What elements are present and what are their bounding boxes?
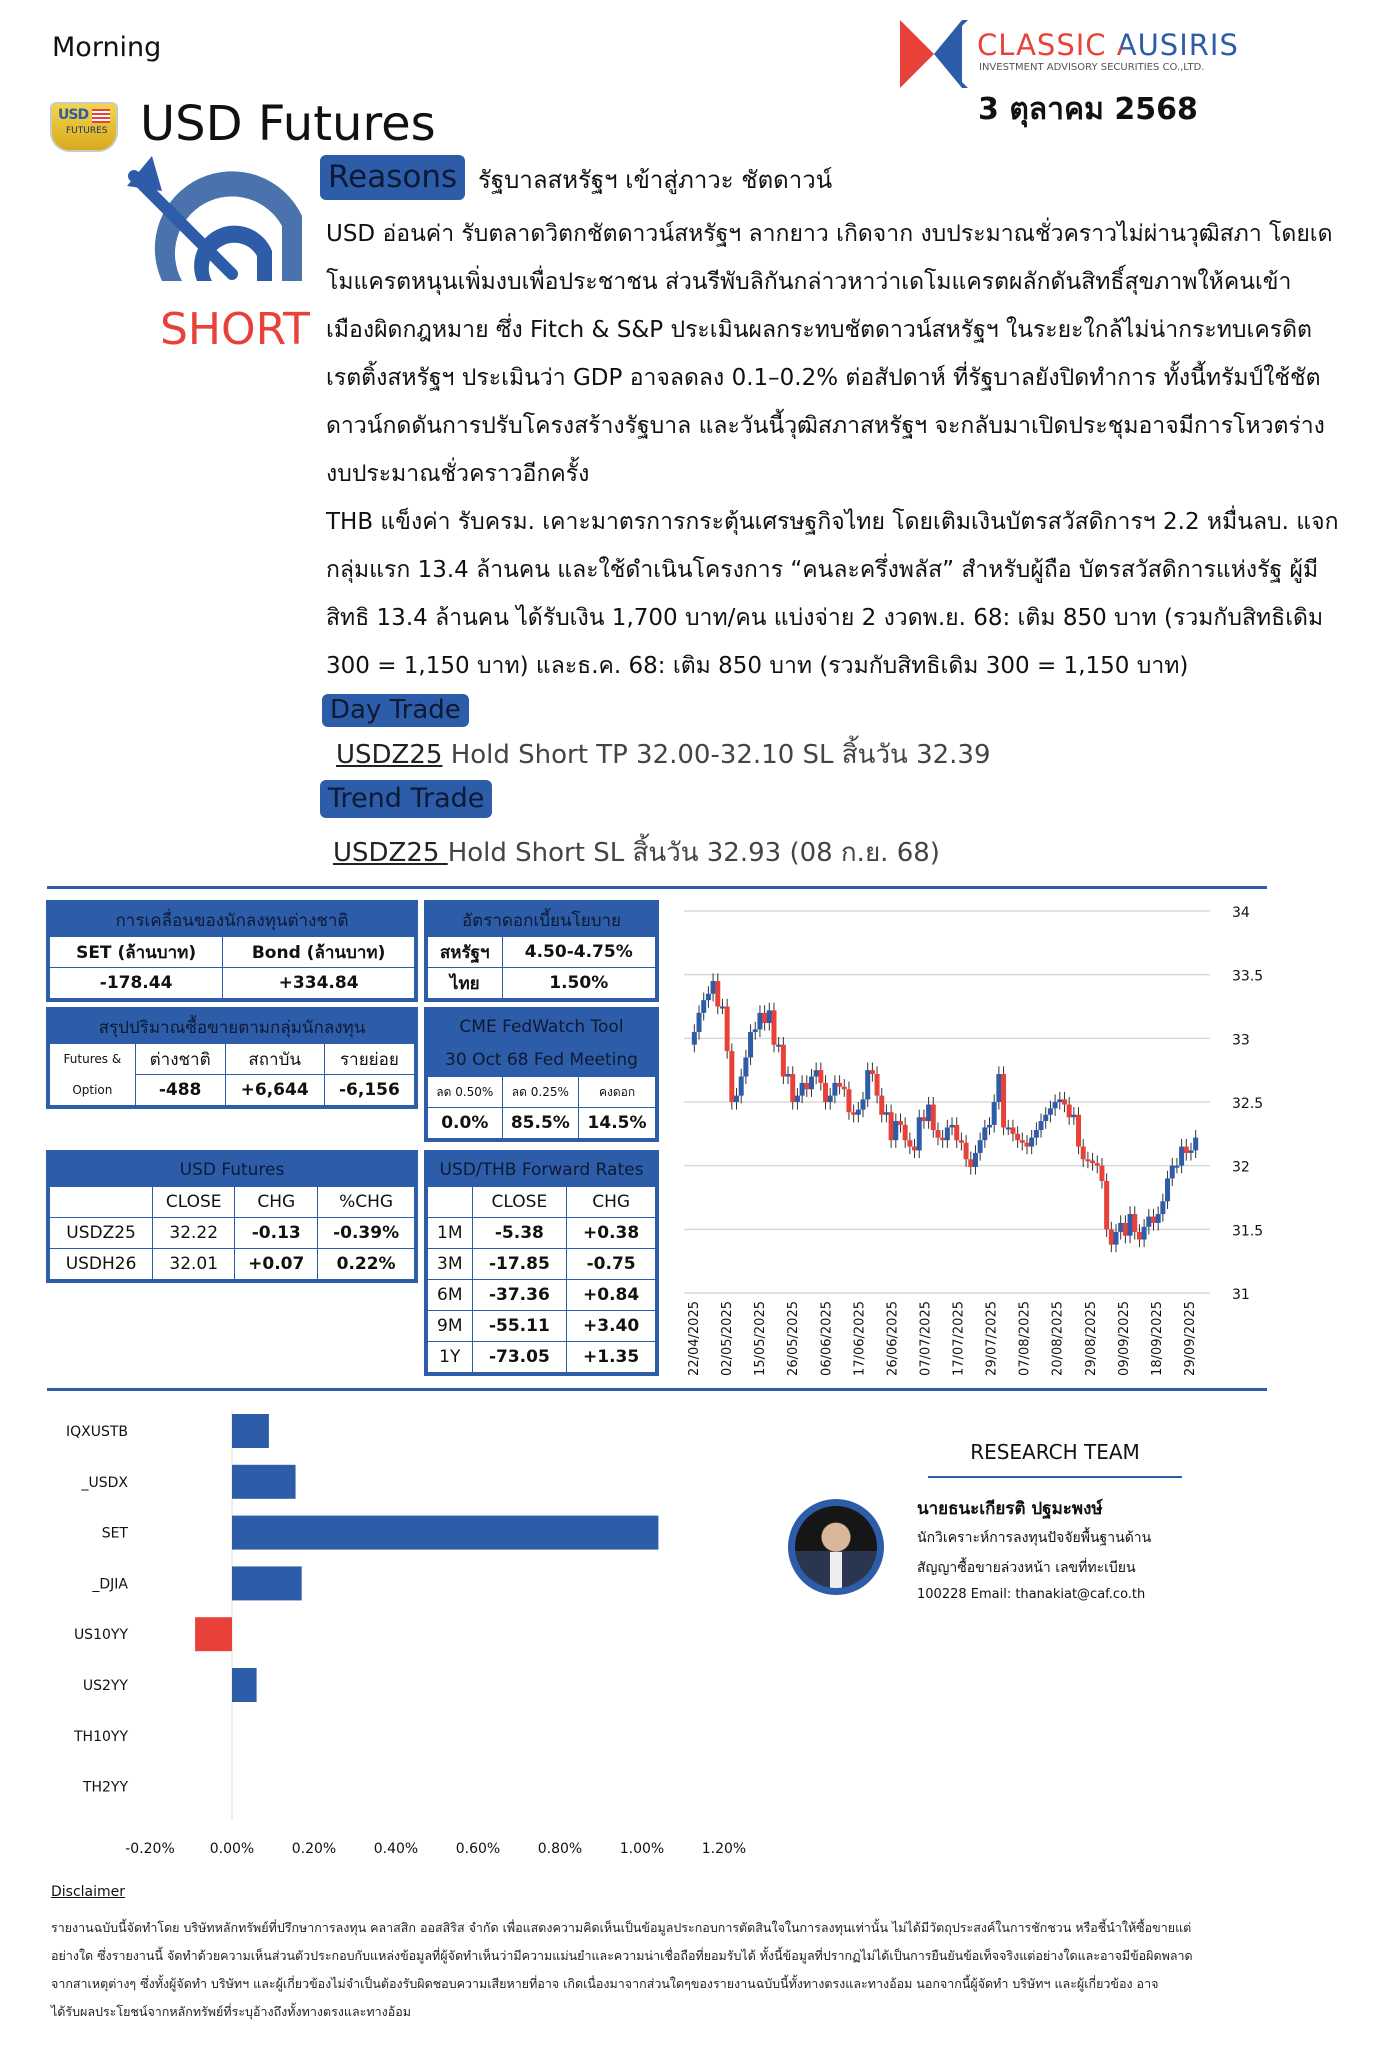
category-label: TH10YY	[74, 1728, 128, 1745]
candle-body	[893, 1121, 898, 1140]
y-tick-label: 32	[1232, 1159, 1250, 1176]
x-tick-label: 1.20%	[701, 1841, 747, 1857]
fedwatch-header: ลด 0.50%	[426, 1077, 502, 1108]
candle-body	[837, 1083, 842, 1087]
trend-trade-symbol: USDZ25	[333, 838, 448, 868]
col-header: CLOSE	[472, 1187, 567, 1218]
thb-analysis-line: THB แข็งค่า รับครม. เคาะมาตรการกระตุ้นเศรษฐกิจไทย โดยเติมเงินบัตรสวัสดิการฯ 2.2 หมื่นลบ. แจก	[326, 509, 1339, 535]
policy-country: ไทย	[426, 968, 502, 1001]
close: -55.11	[472, 1311, 567, 1342]
candle-body	[1081, 1147, 1086, 1160]
candle-body	[1151, 1217, 1156, 1223]
col-header: รายย่อย	[324, 1044, 416, 1075]
usd-analysis-line: USD อ่อนค่า รับตลาดวิตกชัตดาวน์สหรัฐฯ ลากยาว เกิดจาก งบประมาณชั่วคราวไม่ผ่านวุฒิสภา โดยเด	[326, 221, 1333, 247]
candle-body	[832, 1083, 837, 1096]
candle-body	[1043, 1115, 1048, 1121]
x-tick-label: 15/05/2025	[753, 1301, 769, 1376]
report-date: 3 ตุลาคม 2568	[978, 92, 1198, 127]
candle-body	[706, 994, 711, 1000]
x-tick-label: 18/09/2025	[1149, 1301, 1165, 1376]
retail-value: -6,156	[324, 1075, 416, 1108]
trend-trade-badge: Trend Trade	[320, 780, 492, 818]
analyst-contact: 100228 Email: thanakiat@caf.co.th	[917, 1587, 1146, 1602]
candle-body	[1142, 1227, 1147, 1240]
investor-summary-table	[46, 1007, 418, 1109]
tenor: 9M	[426, 1311, 472, 1342]
candle-body	[701, 1000, 706, 1013]
x-tick-label: 22/04/2025	[687, 1301, 702, 1376]
x-tick-label: 1.00%	[619, 1841, 665, 1857]
company-name-text: CLASSIC AUSIRIS	[977, 28, 1239, 62]
thb-analysis-line: กลุ่มแรก 13.4 ล้านคน และใช้ดำเนินโครงการ “คนละครึ่งพลัส” สำหรับผู้ถือ บัตรสวัสดิการแห่งรัฐ ผู้มี	[326, 557, 1319, 583]
chg: +0.38	[567, 1218, 657, 1249]
candle-body	[776, 1045, 781, 1047]
tenor: 6M	[426, 1280, 472, 1311]
disclaimer-line: รายงานฉบับนี้จัดทำโดย บริษัทหลักทรัพย์ที่ปรึกษาการลงทุน คลาสสิก ออสสิริส จำกัด เพื่อแสดงความคิดเห็นเป็นข้อมูลประกอบการตัดสินใจในการลงทุนเท่านั้น ไม่ได้มีวัตถุประสงค์ในการชักชวน หรือชี้นำให้ซื้อขายแต่	[51, 1920, 1192, 1935]
candle-body	[767, 1010, 772, 1023]
candle-body	[711, 981, 716, 994]
col-header: %CHG	[318, 1187, 416, 1218]
candle-body	[973, 1153, 978, 1167]
x-tick-label: 07/07/2025	[918, 1301, 934, 1376]
usd-analysis-line: ดาวน์กดดันการปรับโครงสร้างรัฐบาล และวันนี้วุฒิสภาสหรัฐฯ จะกลับมาเปิดประชุมอาจมีการโหวตร่าง	[326, 413, 1325, 439]
category-label: _DJIA	[92, 1576, 128, 1593]
candle-body	[992, 1102, 997, 1125]
investor-summary-title: สรุปปริมาณซื้อขายตามกลุ่มนักลงทุน	[48, 1009, 416, 1044]
candle-body	[996, 1074, 1001, 1102]
candle-body	[851, 1112, 856, 1115]
candle-body	[889, 1112, 894, 1140]
candle-body	[907, 1140, 912, 1146]
category-label: SET	[101, 1525, 128, 1542]
company-name	[977, 28, 1239, 62]
candle-body	[982, 1127, 987, 1140]
x-tick-label: -0.20%	[125, 1841, 175, 1857]
close: -17.85	[472, 1249, 567, 1280]
x-tick-label: 29/09/2025	[1183, 1301, 1198, 1376]
candle-body	[987, 1125, 992, 1128]
bond-header: Bond (ล้านบาท)	[223, 937, 416, 968]
day-trade-text: Hold Short TP 32.00-32.10 SL สิ้นวัน 32.39	[442, 740, 991, 770]
col-header: CLOSE	[153, 1187, 235, 1218]
disclaimer-line: อย่างใด ซึ่งรายงานนี้ จัดทำด้วยความเห็นส่วนตัวประกอบกับแหล่งข้อมูลที่ผู้จัดทำเห็นว่ามีความแม่นยำและความน่าเชื่อถือที่ยอมรับได้ ทั้งนี้ข้อมูลที่ปรากฏไม่ได้เป็นการยืนยันข้อเท็จจริงแต่อย่างใดและอาจมีข้อผิดพลาด	[51, 1948, 1193, 1963]
x-tick-label: 29/07/2025	[984, 1301, 1000, 1376]
candle-body	[1170, 1166, 1175, 1179]
candle-body	[771, 1010, 776, 1044]
table-row	[426, 1342, 657, 1375]
close: -73.05	[472, 1342, 567, 1375]
candle-body	[898, 1121, 903, 1125]
chg: +0.07	[235, 1249, 318, 1282]
candle-body	[879, 1096, 884, 1115]
candle-body	[781, 1045, 786, 1077]
reasons-badge: Reasons	[320, 155, 465, 200]
candle-body	[828, 1096, 833, 1102]
bond-value: +334.84	[223, 968, 416, 1001]
y-tick-label: 33	[1232, 1032, 1250, 1049]
candle-body	[1076, 1115, 1081, 1147]
candle-body	[800, 1083, 805, 1096]
candle-body	[1165, 1178, 1170, 1201]
x-tick-label: 09/09/2025	[1116, 1301, 1132, 1376]
day-trade-symbol: USDZ25	[336, 740, 443, 770]
candle-body	[875, 1074, 880, 1096]
tenor: 1M	[426, 1218, 472, 1249]
close: 32.01	[153, 1249, 235, 1282]
candle-body	[950, 1125, 955, 1128]
thb-analysis	[326, 498, 1339, 690]
analyst-role: สัญญาซื้อขายล่วงหน้า เลขที่ทะเบียน	[917, 1560, 1136, 1576]
candle-body	[1020, 1140, 1025, 1143]
fedwatch-header: คงดอก	[579, 1077, 657, 1108]
trend-trade-text: Hold Short SL สิ้นวัน 32.93 (08 ก.ย. 68)	[447, 838, 940, 868]
candle-body	[1095, 1163, 1100, 1166]
tenor: 1Y	[426, 1342, 472, 1375]
day-trade-badge: Day Trade	[322, 694, 469, 727]
disclaimer-line: ได้รับผลประโยชน์จากหลักทรัพย์ที่ระบุอ้างถึงทั้งทางตรงและทางอ้อม	[51, 2004, 411, 2019]
analyst-name: นายธนะเกียรติ ปฐมะพงษ์	[917, 1499, 1103, 1519]
usd-futures-table	[46, 1150, 418, 1283]
y-tick-label: 33.5	[1232, 968, 1264, 985]
candle-body	[921, 1117, 926, 1121]
candle-body	[725, 1007, 730, 1052]
analyst-avatar	[788, 1499, 884, 1595]
y-tick-label: 32.5	[1232, 1096, 1264, 1112]
x-tick-label: 02/05/2025	[720, 1301, 736, 1376]
candle-body	[818, 1070, 823, 1083]
candle-body	[1034, 1130, 1039, 1138]
disclaimer-title: Disclaimer	[51, 1884, 126, 1900]
foreign-flow-title: การเคลื่อนของนักลงทุนต่างชาติ	[48, 902, 416, 937]
candle-body	[1001, 1074, 1006, 1127]
candle-body	[954, 1125, 959, 1140]
analyst-role: นักวิเคราะห์การลงทุนปัจจัยพื้นฐานด้าน	[917, 1530, 1152, 1546]
x-tick-label: 0.60%	[455, 1841, 501, 1857]
category-label: US10YY	[73, 1627, 128, 1644]
candle-body	[1104, 1181, 1109, 1229]
candle-body	[1132, 1214, 1137, 1232]
col-header: CHG	[567, 1187, 657, 1218]
category-label: TH2YY	[82, 1779, 128, 1796]
candle-body	[1128, 1214, 1133, 1236]
chg: +1.35	[567, 1342, 657, 1375]
candle-body	[804, 1083, 809, 1089]
policy-rate-title: อัตราดอกเบี้ยนโยบาย	[426, 902, 657, 937]
foreign-flow-table	[46, 900, 418, 1002]
x-tick-label: 26/05/2025	[786, 1301, 802, 1376]
policy-rate-value: 4.50-4.75%	[502, 937, 657, 968]
candle-body	[1057, 1099, 1062, 1102]
candle-body	[1118, 1223, 1123, 1232]
candle-body	[978, 1140, 983, 1153]
fedwatch-title: CME FedWatch Tool	[426, 1009, 657, 1044]
bar	[232, 1668, 257, 1702]
y-tick-label: 31	[1232, 1287, 1250, 1303]
candle-body	[720, 1007, 725, 1009]
col-header: ต่างชาติ	[135, 1044, 225, 1075]
divider	[47, 886, 1267, 889]
chg: +3.40	[567, 1311, 657, 1342]
forward-rates-title: USD/THB Forward Rates	[426, 1152, 657, 1187]
divider	[47, 1388, 1267, 1391]
category-label: US2YY	[82, 1678, 128, 1694]
candle-body	[1015, 1134, 1020, 1140]
bar	[232, 1566, 302, 1600]
candle-body	[1174, 1166, 1179, 1168]
candle-body	[1085, 1159, 1090, 1161]
fedwatch-value: 85.5%	[502, 1108, 579, 1141]
x-tick-label: 07/08/2025	[1017, 1301, 1033, 1376]
table-row	[426, 1280, 657, 1311]
foreign-value: -488	[135, 1075, 225, 1108]
candle-body	[1029, 1138, 1034, 1147]
forward-rates-table	[424, 1150, 659, 1376]
candle-body	[940, 1138, 945, 1141]
candle-body	[809, 1077, 814, 1090]
candle-body	[865, 1070, 870, 1099]
tenor: 3M	[426, 1249, 472, 1280]
candle-body	[823, 1083, 828, 1102]
candle-body	[856, 1110, 861, 1115]
chg: -0.13	[235, 1218, 318, 1249]
thb-analysis-line: 300 = 1,150 บาท) และธ.ค. 68: เติม 850 บาท (รวมกับสิทธิเดิม 300 = 1,150 บาท)	[326, 653, 1189, 679]
edition-label: Morning	[52, 32, 162, 63]
set-value: -178.44	[48, 968, 223, 1001]
fedwatch-header: ลด 0.25%	[502, 1077, 579, 1108]
x-tick-label: 0.80%	[537, 1841, 583, 1857]
candle-body	[884, 1112, 889, 1115]
candle-body	[1109, 1229, 1114, 1244]
candle-body	[753, 1029, 758, 1032]
col-header: CHG	[235, 1187, 318, 1218]
contract: USDZ25	[48, 1218, 153, 1249]
policy-rate-table	[424, 900, 659, 1002]
y-tick-label: 31.5	[1232, 1223, 1264, 1240]
fedwatch-value: 0.0%	[426, 1108, 502, 1141]
candle-body	[1010, 1127, 1015, 1133]
policy-country: สหรัฐฯ	[426, 937, 502, 968]
x-tick-label: 26/06/2025	[885, 1301, 901, 1376]
candle-body	[743, 1057, 748, 1076]
x-tick-label: 0.40%	[373, 1841, 419, 1857]
candle-body	[1123, 1223, 1128, 1236]
pct-chg: 0.22%	[318, 1249, 416, 1282]
contract: USDH26	[48, 1249, 153, 1282]
candle-body	[1039, 1121, 1044, 1130]
candle-body	[1090, 1161, 1095, 1164]
candle-body	[1193, 1138, 1198, 1151]
candle-body	[935, 1130, 940, 1138]
research-divider	[928, 1476, 1182, 1478]
candle-body	[757, 1013, 762, 1030]
candle-body	[814, 1070, 819, 1076]
x-tick-label: 20/08/2025	[1050, 1301, 1066, 1376]
bar	[232, 1414, 269, 1448]
col-header	[426, 1187, 472, 1218]
candle-body	[786, 1074, 791, 1077]
candle-body	[931, 1105, 936, 1130]
candle-body	[1053, 1102, 1058, 1108]
row-label: Futures &	[48, 1044, 135, 1075]
candle-body	[846, 1089, 851, 1112]
usdthb-candlestick-chart	[670, 890, 1280, 1385]
x-tick-label: 06/06/2025	[819, 1301, 835, 1376]
x-tick-label: 17/07/2025	[951, 1301, 967, 1376]
candle-body	[964, 1143, 969, 1160]
pct-chg: -0.39%	[318, 1218, 416, 1249]
close: -5.38	[472, 1218, 567, 1249]
table-row	[426, 1249, 657, 1280]
disclaimer-line: จากสาเหตุต่างๆ ซึ่งทั้งผู้จัดทำ บริษัทฯ และผู้เกี่ยวข้องไม่จำเป็นต้องรับผิดชอบความเสียหายที่อาจ เกิดเนื่องมาจากส่วนใดๆของรายงานฉบับนี้ทั้งทางตรงและทางอ้อม นอกจากนี้ผู้จัดทำ บริษัทฯ และผู้เกี่ยวข้อง อาจ	[51, 1976, 1159, 1991]
y-tick-label: 34	[1232, 905, 1250, 921]
x-tick-label: 29/08/2025	[1083, 1301, 1099, 1376]
candle-body	[1024, 1143, 1029, 1147]
candle-body	[1146, 1217, 1151, 1227]
market-change-bar-chart	[40, 1400, 760, 1880]
usd-analysis-line: โมแครตหนุนเพิ่มงบเพื่อประชาชน ส่วนรีพับลิกันกล่าวหาว่าเดโมแครตผลักดันสิทธิ์สุขภาพให้คนเข้า	[326, 269, 1292, 295]
category-label: IQXUSTB	[65, 1424, 128, 1440]
candle-body	[926, 1105, 931, 1122]
usd-futures-logo-icon: USD FUTURES	[50, 102, 118, 152]
reasons-headline: รัฐบาลสหรัฐฯ เข้าสู่ภาวะ ชัตดาวน์	[478, 166, 833, 194]
candle-body	[1114, 1232, 1119, 1245]
candle-body	[861, 1099, 866, 1109]
row-label: Option	[48, 1075, 135, 1108]
candle-body	[1067, 1105, 1072, 1118]
bar	[232, 1465, 296, 1499]
candle-body	[968, 1159, 973, 1167]
chg: +0.84	[567, 1280, 657, 1311]
institution-value: +6,644	[225, 1075, 324, 1108]
candle-body	[739, 1077, 744, 1096]
candle-body	[734, 1096, 739, 1102]
candle-body	[715, 981, 720, 1006]
candle-body	[795, 1096, 800, 1102]
policy-rate-value: 1.50%	[502, 968, 657, 1001]
close: -37.36	[472, 1280, 567, 1311]
candle-body	[1137, 1232, 1142, 1240]
x-tick-label: 0.00%	[209, 1841, 255, 1857]
day-trade-strategy	[336, 734, 991, 775]
candle-body	[762, 1013, 767, 1023]
fedwatch-value: 14.5%	[579, 1108, 657, 1141]
candle-body	[903, 1125, 908, 1140]
table-row	[48, 1249, 416, 1282]
close: 32.22	[153, 1218, 235, 1249]
page-title: USD Futures	[140, 96, 436, 152]
candle-body	[1179, 1147, 1184, 1166]
candle-body	[945, 1127, 950, 1140]
thb-analysis-line: สิทธิ 13.4 ล้านคน ได้รับเงิน 1,700 บาท/คน แบ่งจ่าย 2 งวดพ.ย. 68: เติม 850 บาท (รวมกับสิทธิเดิม	[326, 605, 1324, 631]
category-label: _USDX	[81, 1474, 128, 1491]
col-header	[48, 1187, 153, 1218]
usd-analysis-line: งบประมาณชั่วคราวอีกครั้ง	[326, 461, 590, 487]
table-row	[48, 1218, 416, 1249]
research-team-title: RESEARCH TEAM	[970, 1440, 1140, 1464]
candle-body	[842, 1087, 847, 1090]
candle-body	[748, 1032, 753, 1057]
trend-trade-strategy	[333, 832, 940, 873]
usd-analysis-line: เรตติ้งสหรัฐฯ ประเมินว่า GDP อาจลดลง 0.1–0.2% ต่อสัปดาห์ ที่รัฐบาลยังปิดทำการ ทั้งนี้ทรัมป์ใช้ชัต	[326, 365, 1321, 391]
candle-body	[917, 1117, 922, 1150]
x-tick-label: 0.20%	[291, 1841, 337, 1857]
disclaimer-text	[51, 1914, 1193, 2026]
candle-body	[1062, 1099, 1067, 1104]
candle-body	[1099, 1166, 1104, 1181]
candle-body	[1160, 1201, 1165, 1214]
candle-body	[790, 1074, 795, 1102]
col-header: สถาบัน	[225, 1044, 324, 1075]
candle-body	[1156, 1214, 1161, 1223]
candle-body	[697, 1013, 702, 1032]
target-arrow-icon	[122, 156, 307, 281]
candle-body	[1006, 1127, 1011, 1129]
company-logo-icon	[900, 20, 968, 88]
candle-body	[692, 1032, 697, 1045]
usd-analysis	[326, 210, 1333, 498]
candle-body	[1188, 1150, 1193, 1153]
company-subtitle: INVESTMENT ADVISORY SECURITIES CO.,LTD.	[979, 62, 1205, 73]
usd-analysis-line: เมืองผิดกฎหมาย ซึ่ง Fitch & S&P ประเมินผลกระทบชัตดาวน์สหรัฐฯ ในระยะใกล้ไม่น่ากระทบเครดิต	[326, 317, 1312, 343]
table-row	[426, 1311, 657, 1342]
set-header: SET (ล้านบาท)	[48, 937, 223, 968]
x-tick-label: 17/06/2025	[852, 1301, 868, 1376]
candle-body	[1048, 1108, 1053, 1114]
table-row	[426, 1218, 657, 1249]
candle-body	[870, 1070, 875, 1074]
candle-body	[959, 1140, 964, 1143]
candle-body	[912, 1147, 917, 1151]
bar	[232, 1516, 658, 1550]
usd-futures-title: USD Futures	[48, 1152, 416, 1187]
fedwatch-table	[424, 1007, 659, 1142]
candle-body	[1071, 1115, 1076, 1118]
bar	[195, 1617, 232, 1651]
signal-label: SHORT	[160, 304, 310, 355]
chg: -0.75	[567, 1249, 657, 1280]
candle-body	[729, 1051, 734, 1102]
fedwatch-subtitle: 30 Oct 68 Fed Meeting	[426, 1044, 657, 1077]
candle-body	[1184, 1147, 1189, 1153]
